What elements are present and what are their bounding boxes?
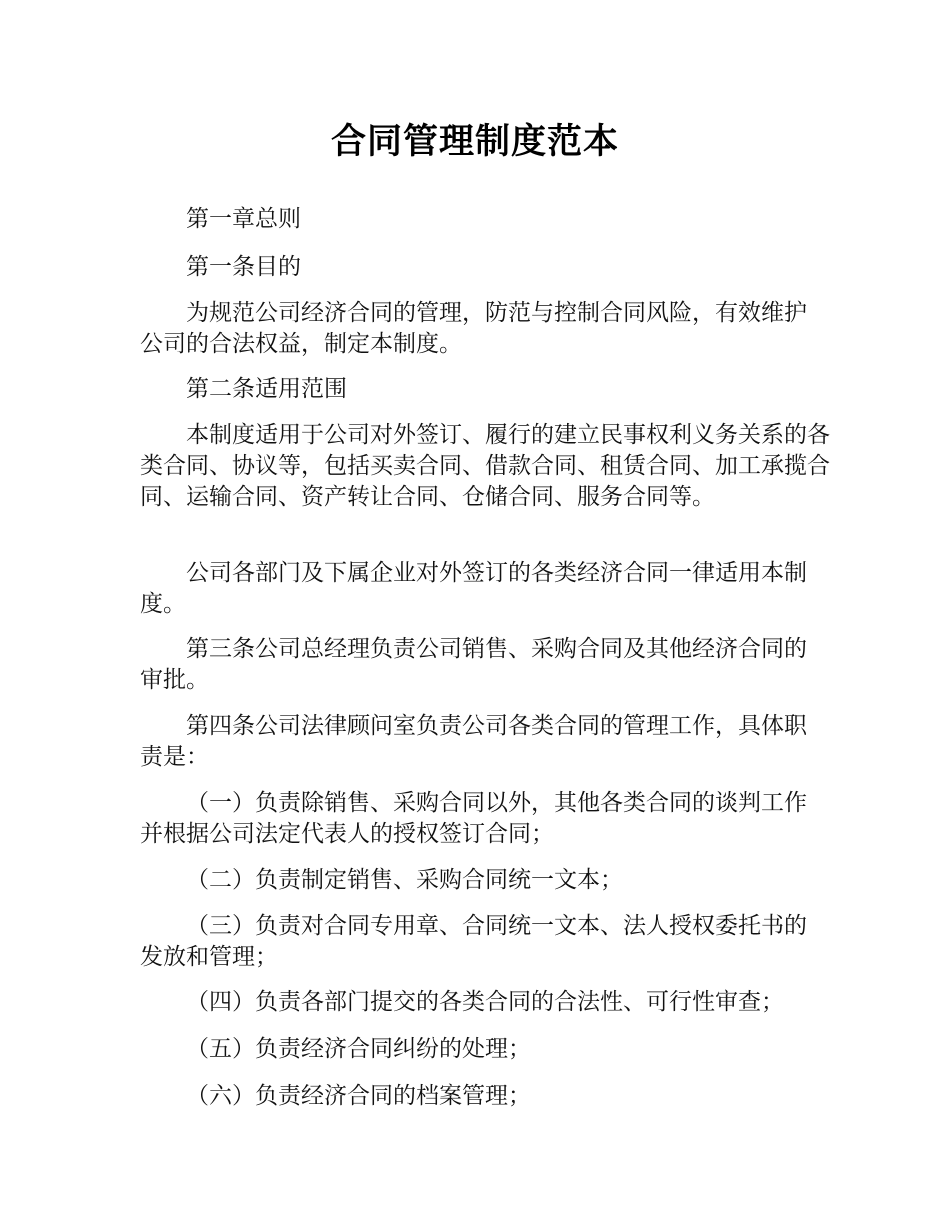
- list-item: （五）负责经济合同纠纷的处理；: [186, 1036, 531, 1062]
- paragraph: 第三条公司总经理负责公司销售、采购合同及其他经济合同的审批。: [140, 636, 807, 693]
- article-heading: 第二条适用范围: [186, 376, 347, 402]
- list-item: （三）负责对合同专用章、合同统一文本、法人授权委托书的发放和管理；: [140, 913, 807, 970]
- document-title: 合同管理制度范本: [330, 122, 619, 162]
- list-item: （二）负责制定销售、采购合同统一文本；: [186, 867, 623, 893]
- paragraph: 为规范公司经济合同的管理，防范与控制合同风险，有效维护公司的合法权益，制定本制度。: [140, 300, 807, 357]
- paragraph: 第四条公司法律顾问室负责公司各类合同的管理工作，具体职责是：: [140, 713, 807, 770]
- chapter-heading: 第一章总则: [186, 206, 301, 232]
- list-item: （六）负责经济合同的档案管理；: [186, 1083, 531, 1109]
- list-item: （四）负责各部门提交的各类合同的合法性、可行性审查；: [186, 989, 784, 1015]
- paragraph: 公司各部门及下属企业对外签订的各类经济合同一律适用本制度。: [140, 560, 807, 617]
- list-item: （一）负责除销售、采购合同以外，其他各类合同的谈判工作并根据公司法定代表人的授权签订合同；: [140, 790, 807, 847]
- article-heading: 第一条目的: [186, 254, 301, 280]
- paragraph: 本制度适用于公司对外签订、履行的建立民事权利义务关系的各类合同、协议等，包括买卖合同、借款合同、租赁合同、加工承揽合同、运输合同、资产转让合同、仓储合同、服务合同等。: [140, 422, 830, 510]
